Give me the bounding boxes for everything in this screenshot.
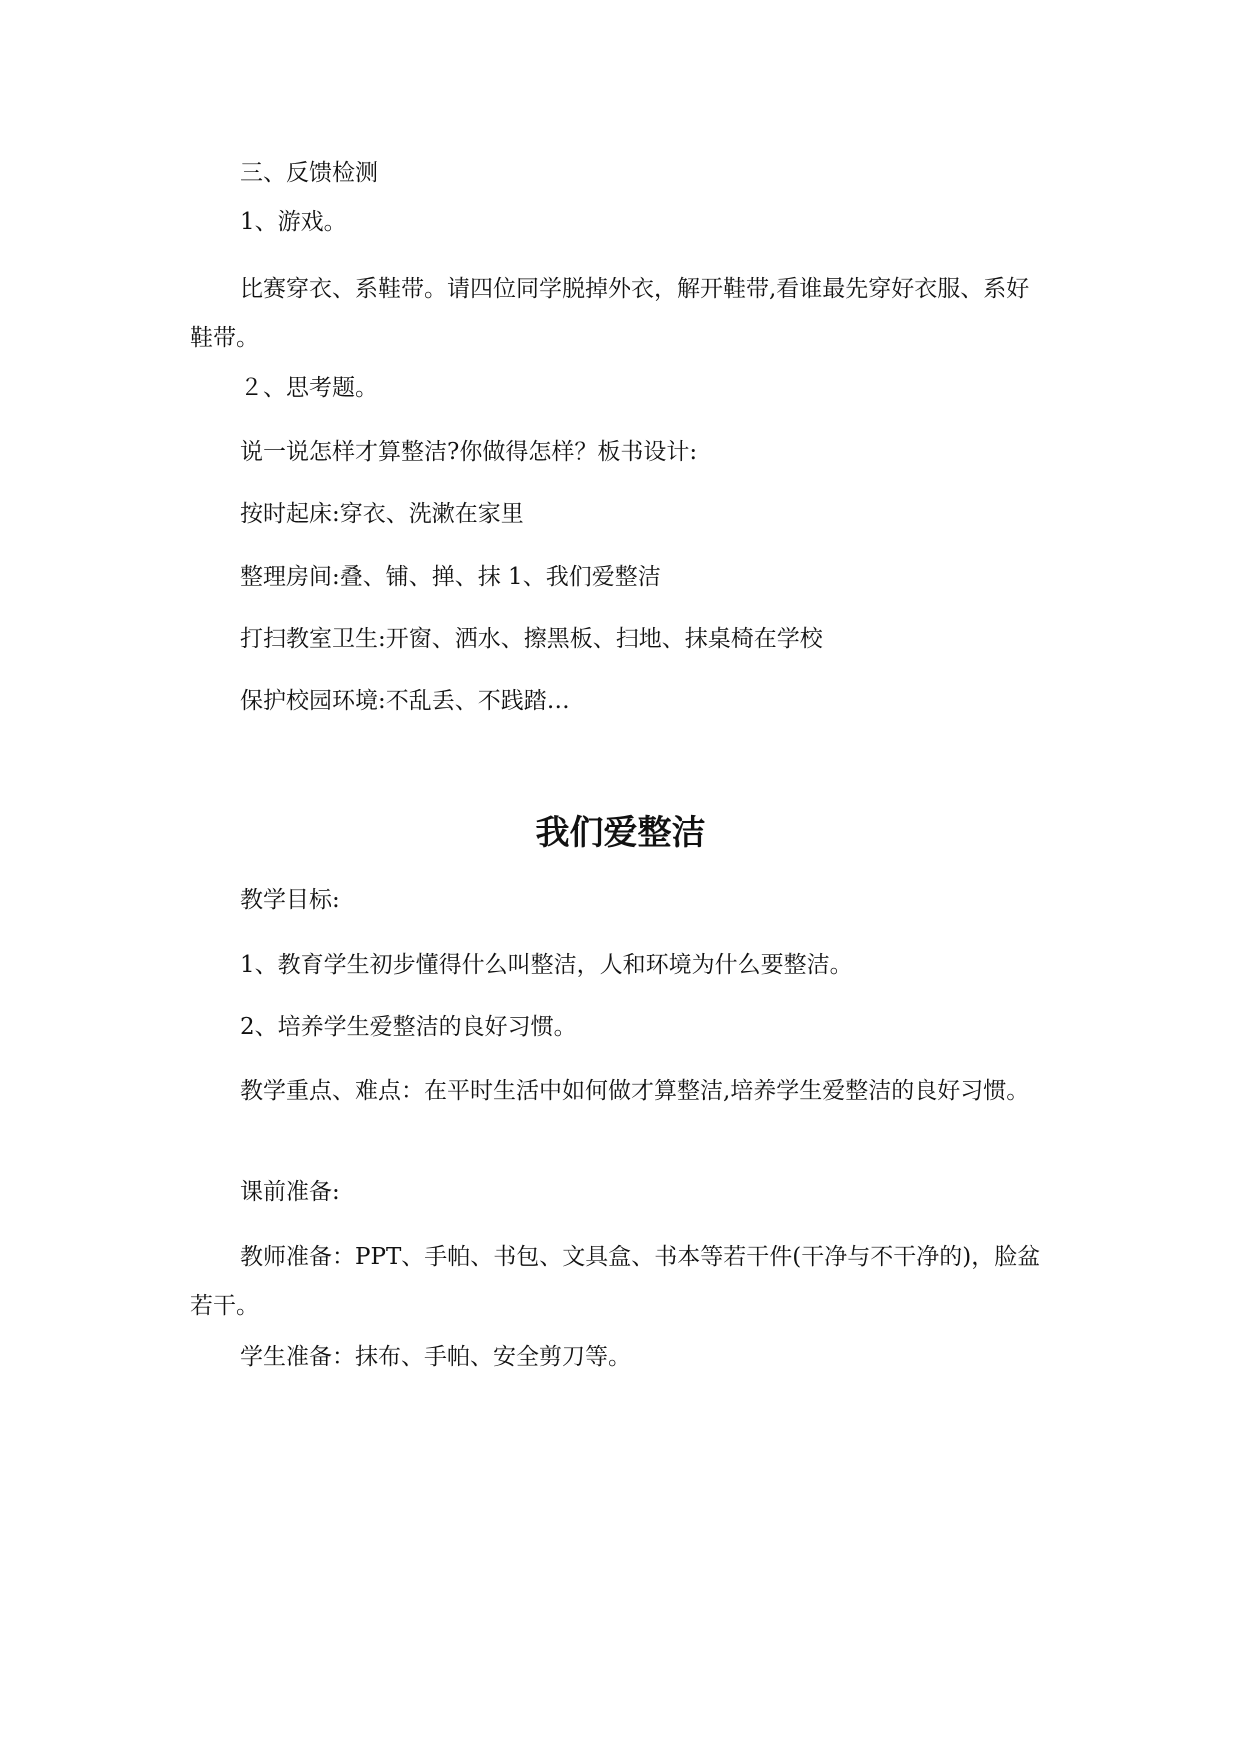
board-line: 保护校园环境:不乱丢、不践踏… — [240, 688, 570, 714]
goal-item: 2、培养学生爱整洁的良好习惯。 — [240, 1014, 577, 1040]
item-question-text: 说一说怎样才算整洁?你做得怎样？板书设计: — [240, 439, 698, 465]
goal-item: 1、教育学生初步懂得什么叫整洁，人和环境为什么要整洁。 — [240, 952, 853, 978]
student-prep-text: 学生准备：抹布、手帕、安全剪刀等。 — [240, 1344, 631, 1370]
section-heading-feedback: 三、反馈检测 — [240, 160, 378, 186]
board-line: 打扫教室卫生:开窗、洒水、擦黑板、扫地、抹桌椅在学校 — [240, 626, 823, 652]
teacher-prep-text: 教师准备：PPT、手帕、书包、文具盒、书本等若干件(干净与不干净的)，脸盆若干。 — [190, 1244, 1041, 1319]
item-game-label: 1、游戏。 — [240, 209, 347, 235]
lesson-title: 我们爱整洁 — [535, 813, 706, 853]
board-line: 整理房间:叠、铺、掸、抹 1、我们爱整洁 — [240, 564, 661, 590]
item-question-label: ２、思考题。 — [240, 375, 378, 401]
board-line: 按时起床:穿衣、洗漱在家里 — [240, 501, 524, 527]
key-points-text: 教学重点、难点：在平时生活中如何做才算整洁,培养学生爱整洁的良好习惯。 — [240, 1078, 1030, 1104]
item-game-text: 比赛穿衣、系鞋带。请四位同学脱掉外衣，解开鞋带,看谁最先穿好衣服、系好鞋带。 — [190, 276, 1030, 351]
goals-label: 教学目标: — [240, 887, 340, 913]
prep-label: 课前准备: — [240, 1179, 340, 1205]
